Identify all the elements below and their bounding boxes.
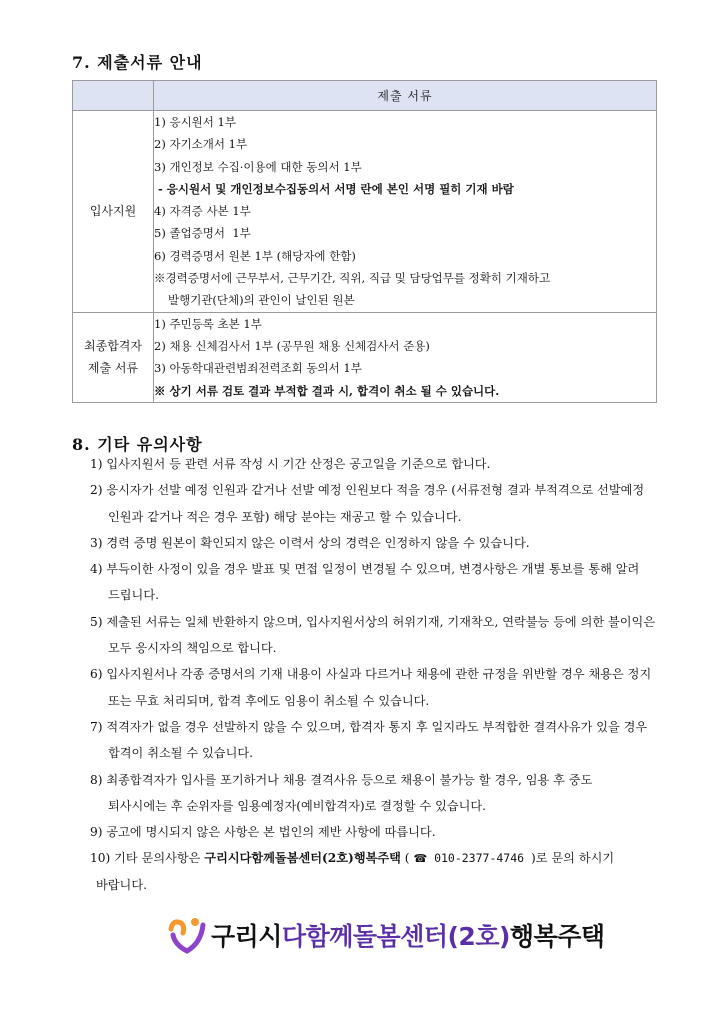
logo-part-3: 행복주택: [509, 922, 605, 951]
note-item: [90, 819, 660, 845]
table-row-application: [73, 111, 657, 313]
row-label-line: 제출 서류: [87, 361, 139, 376]
row-items-final: [154, 312, 657, 402]
table-row-final: [73, 312, 657, 402]
note-line: 또는 무효 처리되며, 합격 후에도 임용이 취소될 수 있습니다.: [108, 693, 430, 708]
notes-list: [90, 451, 660, 898]
row-label-line: 입사지원: [89, 204, 137, 219]
note-10: [90, 845, 660, 898]
document-item: 1) 주민등록 초본 1부: [154, 316, 262, 331]
documents-table: [72, 80, 657, 403]
note-item: [90, 661, 660, 714]
logo-text: [211, 917, 605, 953]
note-line: 6) 입사지원서나 각종 증명서의 기재 내용이 사실과 다르거나 채용에 관한 규정을 위반할 경우 채용은 정지: [90, 667, 652, 682]
document-item: - 응시원서 및 개인정보수집동의서 서명 란에 본인 서명 필히 기재 바람: [154, 181, 514, 196]
document-item: 2) 채용 신체검사서 1부 (공무원 채용 신체검사서 준용): [154, 338, 430, 353]
row-items-application: [154, 111, 657, 313]
note-10-org: 구리시다함께돌봄센터(2호)행복주택: [204, 851, 401, 866]
note-item: [90, 609, 660, 662]
note-line: 4) 부득이한 사정이 있을 경우 발표 및 면접 일정이 변경될 수 있으며, 변경사항은 개별 통보를 통해 알려: [90, 562, 640, 577]
note-line: 인원과 같거나 적은 경우 포함) 해당 분야는 재공고 할 수 있습니다.: [108, 509, 462, 524]
note-line: 7) 적격자가 없을 경우 선발하지 않을 수 있으며, 합격자 통지 후 일지라도 부적합한 결격사유가 있을 경우: [90, 719, 648, 734]
row-label-line: 최종합격자: [84, 339, 142, 354]
note-10-line2: 바랍니다.: [96, 877, 147, 892]
note-item: [90, 714, 660, 767]
document-item: 4) 자격증 사본 1부: [154, 204, 251, 219]
document-item: 1) 응시원서 1부: [154, 115, 236, 129]
section-7-title: 7. 제출서류 안내: [72, 53, 203, 72]
section-8-title: 8. 기타 유의사항: [72, 435, 203, 454]
phone-icon: ☎: [413, 852, 428, 866]
note-10-suffix: )로 문의 하시기: [531, 851, 615, 866]
note-10-phone-open: (: [400, 851, 414, 866]
logo-part-1: 구리시: [211, 922, 282, 951]
note-line: 1) 입사지원서 등 관련 서류 작성 시 기간 산정은 공고일을 기준으로 합니다.: [90, 457, 491, 471]
document-item: 2) 자기소개서 1부: [154, 137, 248, 152]
center-logo: [165, 913, 625, 957]
note-line: 9) 공고에 명시되지 않은 사항은 본 법인의 제반 사항에 따릅니다.: [90, 825, 436, 840]
note-line: 8) 최종합격자가 입사를 포기하거나 채용 결격사유 등으로 채용이 불가능 할 경우, 임용 후 중도: [90, 772, 593, 787]
note-line: 드립니다.: [108, 588, 159, 603]
row-label-final: [73, 312, 154, 402]
note-line: 모두 응시자의 책임으로 합니다.: [108, 641, 277, 656]
note-item: [90, 556, 660, 609]
note-line: 퇴사시에는 후 순위자를 임용예정자(예비합격자)로 결정할 수 있습니다.: [108, 798, 487, 813]
table-header: 제출 서류: [154, 81, 657, 111]
document-item: ※경력증명서에 근무부서, 근무기간, 직위, 직급 및 담당업무를 정확히 기재하고: [154, 271, 551, 286]
row-label-application: [73, 111, 154, 313]
document-item: 5) 졸업증명서 1부: [154, 226, 251, 241]
note-line: 2) 응시자가 선발 예정 인원과 같거나 선발 예정 인원보다 적을 경우 (서류전형 결과 부적격으로 선발예정: [90, 483, 645, 498]
heart-logo-icon: [165, 913, 209, 957]
note-10-phone: 010-2377-4746: [427, 851, 531, 866]
note-item: [90, 451, 660, 477]
document-item: ※ 상기 서류 검토 결과 부적합 결과 시, 합격이 취소 될 수 있습니다.: [154, 383, 500, 398]
document-item: 3) 아동학대관련범죄전력조회 동의서 1부: [154, 361, 362, 376]
document-item: 발행기관(단체)의 관인이 날인된 원본: [168, 293, 355, 308]
note-10-prefix: 10) 기타 문의사항은: [90, 851, 205, 866]
note-item: [90, 767, 660, 820]
document-item: 3) 개인정보 수집·이용에 대한 동의서 1부: [154, 159, 362, 174]
note-line: 3) 경력 증명 원본이 확인되지 않은 이력서 상의 경력은 인정하지 않을 수 있습니다.: [90, 535, 530, 550]
document-item: 6) 경력증명서 원본 1부 (해당자에 한함): [154, 248, 356, 263]
note-item: [90, 477, 660, 530]
note-line: 5) 제출된 서류는 일체 반환하지 않으며, 입사지원서상의 허위기재, 기재착오, 연락불능 등에 의한 불이익은: [90, 614, 656, 629]
note-item: [90, 530, 660, 556]
logo-part-2: 다함께돌봄센터(2호): [281, 922, 510, 951]
note-line: 합격이 취소될 수 있습니다.: [108, 746, 254, 761]
table-header-blank: [73, 81, 154, 111]
